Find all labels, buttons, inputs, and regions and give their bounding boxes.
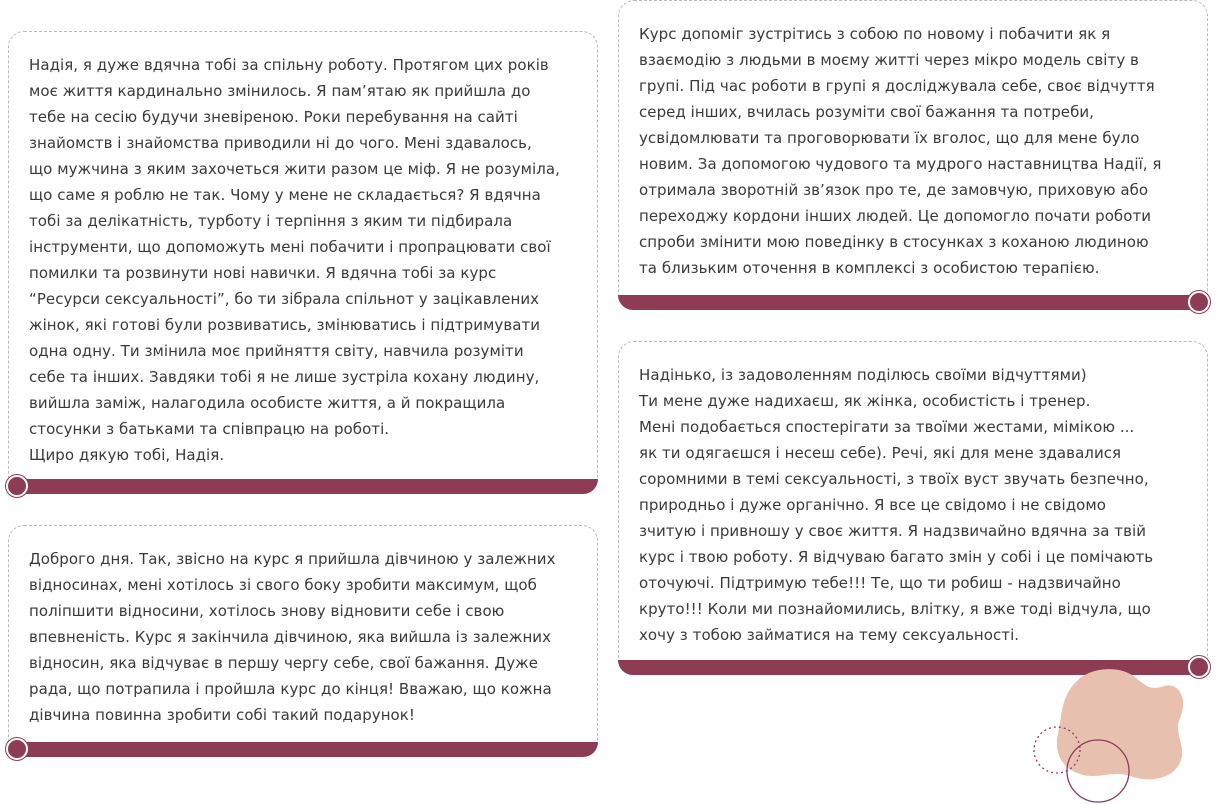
review-line: новим. За допомогою чудового та мудрого наставництва Надії, я xyxy=(639,155,1162,173)
review-line: природньо і дуже органічно. Я все це свідомо і не свідомо xyxy=(639,496,1106,514)
review-card-accent-bar xyxy=(8,479,598,494)
review-line: Надінько, із задоволенням поділюсь своїми відчуттями) xyxy=(639,366,1087,384)
review-line: курс і твою роботу. Я відчуваю багато змін у собі і це помічають xyxy=(639,548,1154,566)
review-line: моє життя кардинально змінилось. Я пам’ятаю як прийшла до xyxy=(29,82,531,100)
review-card-accent-bar xyxy=(618,295,1208,310)
review-text-3 xyxy=(639,21,1189,281)
review-card-2 xyxy=(8,525,598,757)
review-line: впевненість. Курс я закінчила дівчиною, яка вийшла із залежних xyxy=(29,628,552,646)
review-line: помилки та розвинути нові навички. Я вдячна тобі за курс xyxy=(29,264,497,282)
review-line: серед інших, вчилась розуміти свої бажання та потреби, xyxy=(639,103,1094,121)
review-line: відносинах, мені хотілось зі свого боку зробити максимум, щоб xyxy=(29,576,537,594)
blob-shape xyxy=(1057,669,1183,779)
review-line: як ти одягаєшся і несеш себе). Речі, які для мене здавалися xyxy=(639,444,1122,462)
accent-dot-icon xyxy=(6,475,28,497)
review-line: соромними в темі сексуальності, з твоїх вуст звучать безпечно, xyxy=(639,470,1149,488)
review-line: Курс допоміг зустрітись з собою по новому і побачити як я xyxy=(639,25,1111,43)
review-line: хочу з тобою займатися на тему сексуальності. xyxy=(639,626,1020,644)
review-line: Щиро дякую тобі, Надія. xyxy=(29,446,225,464)
review-line: “Ресурси сексуальності”, бо ти зібрала спільнот у зацікавлених xyxy=(29,290,540,308)
review-line: інструменти, що допоможуть мені побачити і пропрацювати свої xyxy=(29,238,551,256)
review-line: переходжу кордони інших людей. Це допомогло почати роботи xyxy=(639,207,1152,225)
review-line: вийшла заміж, налагодила особисте життя, а й покращила xyxy=(29,394,506,412)
review-line: рада, що потрапила і пройшла курс до кінця! Вважаю, що кожна xyxy=(29,680,552,698)
review-line: жінок, які готові були розвиватись, змінюватись і підтримувати xyxy=(29,316,541,334)
review-line: спроби змінити мою поведінку в стосунках з коханою людиною xyxy=(639,233,1149,251)
review-line: та близьким оточення в комплексі з особистою терапією. xyxy=(639,259,1100,277)
review-text-1 xyxy=(29,52,579,468)
review-card-3 xyxy=(618,0,1208,310)
review-card-4 xyxy=(618,341,1208,675)
accent-dot-icon xyxy=(1188,291,1210,313)
review-line: групі. Під час роботи в групі я досліджувала себе, своє відчуття xyxy=(639,77,1155,95)
review-card-accent-bar xyxy=(8,742,598,757)
review-line: тобі за делікатність, турботу і терпіння з яким ти підбирала xyxy=(29,212,513,230)
review-line: поліпшити відносини, хотілось знову відновити себе і свою xyxy=(29,602,505,620)
review-line: усвідомлювати та проговорювати їх вголос, що для мене було xyxy=(639,129,1140,147)
review-line: отримала зворотній зв’язок про те, де замовчую, приховую або xyxy=(639,181,1149,199)
review-line: відносин, яка відчуває в першу чергу себе, свої бажання. Дуже xyxy=(29,654,538,672)
review-line: одна одну. Ти змінила моє прийняття світу, навчила розуміти xyxy=(29,342,524,360)
review-line: оточуючі. Підтримую тебе!!! Те, що ти робиш - надзвичайно xyxy=(639,574,1121,592)
review-line: що мужчина з яким захочеться жити разом це міф. Я не розуміла, xyxy=(29,160,560,178)
review-line: що саме я роблю не так. Чому у мене не складається? Я вдячна xyxy=(29,186,541,204)
review-card-1 xyxy=(8,31,598,494)
review-line: зчитую і привношу у своє життя. Я надзвичайно вдячна за твій xyxy=(639,522,1146,540)
review-text-4 xyxy=(639,362,1189,648)
review-line: тебе на сесію будучи зневіреною. Роки перебування на сайті xyxy=(29,108,518,126)
decorative-blob-icon xyxy=(1020,660,1216,804)
accent-dot-icon xyxy=(6,738,28,760)
review-line: Ти мене дуже надихаєш, як жінка, особистість і тренер. xyxy=(639,392,1091,410)
review-line: Надія, я дуже вдячна тобі за спільну роботу. Протягом цих років xyxy=(29,56,549,74)
review-line: себе та інших. Завдяки тобі я не лише зустріла кохану людину, xyxy=(29,368,540,386)
review-line: Мені подобається спостерігати за твоїми жестами, мімікою ... xyxy=(639,418,1135,436)
review-line: дівчина повинна зробити собі такий подарунок! xyxy=(29,706,415,724)
review-line: взаємодію з людьми в моєму житті через мікро модель світу в xyxy=(639,51,1139,69)
review-line: Доброго дня. Так, звісно на курс я прийшла дівчиною у залежних xyxy=(29,550,556,568)
review-line: круто!!! Коли ми познайомились, влітку, я вже тоді відчула, що xyxy=(639,600,1151,618)
review-line: знайомств і знайомства приводили ні до чого. Мені здавалось, xyxy=(29,134,532,152)
review-text-2 xyxy=(29,546,579,728)
review-line: стосунки з батьками та співпрацю на роботі. xyxy=(29,420,390,438)
